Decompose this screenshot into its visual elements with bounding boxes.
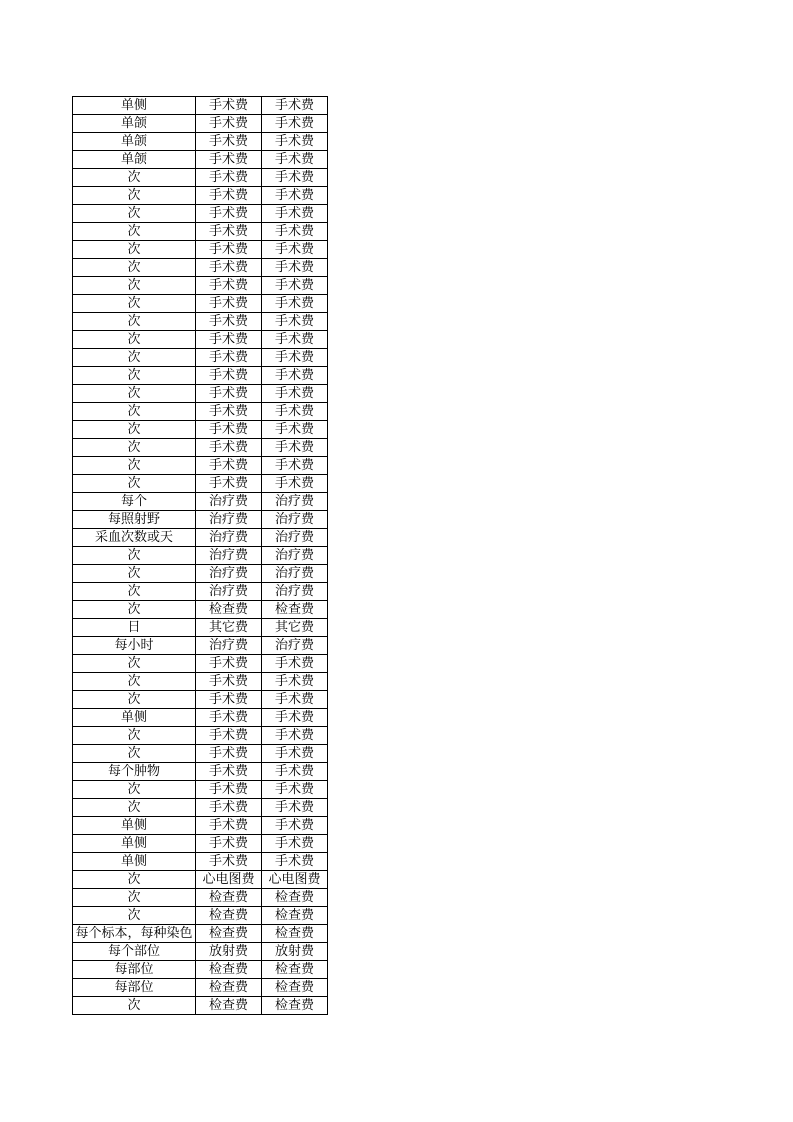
fee-type-cell: 手术费 <box>262 187 328 205</box>
fee-type-cell: 手术费 <box>262 259 328 277</box>
unit-cell: 每个肿物 <box>73 763 196 781</box>
fee-category-cell: 手术费 <box>196 403 262 421</box>
table-row <box>73 385 328 403</box>
table-row <box>73 403 328 421</box>
fee-type-cell: 检查费 <box>262 907 328 925</box>
fee-category-cell: 手术费 <box>196 331 262 349</box>
unit-cell: 单侧 <box>73 709 196 727</box>
fee-type-cell: 检查费 <box>262 961 328 979</box>
unit-cell: 单侧 <box>73 853 196 871</box>
table-row <box>73 853 328 871</box>
fee-type-cell: 手术费 <box>262 691 328 709</box>
fee-type-cell: 手术费 <box>262 223 328 241</box>
fee-type-cell: 手术费 <box>262 385 328 403</box>
table-row <box>73 97 328 115</box>
fee-type-cell: 手术费 <box>262 673 328 691</box>
fee-category-cell: 手术费 <box>196 691 262 709</box>
fee-category-cell: 手术费 <box>196 709 262 727</box>
fee-type-cell: 手术费 <box>262 313 328 331</box>
fee-type-cell: 手术费 <box>262 331 328 349</box>
fee-type-cell: 手术费 <box>262 727 328 745</box>
unit-cell: 每小时 <box>73 637 196 655</box>
table-row <box>73 205 328 223</box>
fee-type-cell: 放射费 <box>262 943 328 961</box>
table-row <box>73 187 328 205</box>
unit-cell: 单侧 <box>73 835 196 853</box>
fee-category-cell: 手术费 <box>196 349 262 367</box>
fee-type-cell: 手术费 <box>262 133 328 151</box>
fee-category-cell: 治疗费 <box>196 493 262 511</box>
fee-category-cell: 手术费 <box>196 259 262 277</box>
unit-cell: 单侧 <box>73 97 196 115</box>
table-row <box>73 781 328 799</box>
unit-cell: 次 <box>73 583 196 601</box>
unit-cell: 次 <box>73 691 196 709</box>
unit-cell: 次 <box>73 367 196 385</box>
table-row <box>73 979 328 997</box>
fee-type-cell: 检查费 <box>262 997 328 1015</box>
unit-cell: 次 <box>73 187 196 205</box>
table-row <box>73 799 328 817</box>
table-row <box>73 331 328 349</box>
table-row <box>73 925 328 943</box>
unit-cell: 每个 <box>73 493 196 511</box>
unit-cell: 单颌 <box>73 133 196 151</box>
fee-type-cell: 手术费 <box>262 457 328 475</box>
unit-cell: 次 <box>73 259 196 277</box>
table-row <box>73 457 328 475</box>
fee-category-cell: 手术费 <box>196 475 262 493</box>
fee-type-cell: 手术费 <box>262 421 328 439</box>
table-row <box>73 493 328 511</box>
table-row <box>73 295 328 313</box>
fee-type-cell: 手术费 <box>262 277 328 295</box>
fee-category-cell: 手术费 <box>196 223 262 241</box>
fee-type-cell: 手术费 <box>262 781 328 799</box>
fee-category-cell: 手术费 <box>196 853 262 871</box>
table-row <box>73 475 328 493</box>
fee-type-cell: 手术费 <box>262 763 328 781</box>
fee-type-cell: 手术费 <box>262 439 328 457</box>
table-row <box>73 565 328 583</box>
fee-type-cell: 手术费 <box>262 115 328 133</box>
table-row <box>73 313 328 331</box>
unit-cell: 次 <box>73 439 196 457</box>
fee-type-cell: 检查费 <box>262 925 328 943</box>
fee-category-cell: 手术费 <box>196 817 262 835</box>
unit-cell: 次 <box>73 403 196 421</box>
fee-category-cell: 手术费 <box>196 439 262 457</box>
fee-type-cell: 手术费 <box>262 151 328 169</box>
fee-category-cell: 手术费 <box>196 169 262 187</box>
table-row <box>73 997 328 1015</box>
table-row <box>73 655 328 673</box>
unit-cell: 次 <box>73 655 196 673</box>
fee-type-cell: 其它费 <box>262 619 328 637</box>
fee-category-cell: 手术费 <box>196 187 262 205</box>
fee-category-cell: 手术费 <box>196 133 262 151</box>
unit-cell: 次 <box>73 799 196 817</box>
fee-category-cell: 手术费 <box>196 835 262 853</box>
unit-cell: 次 <box>73 907 196 925</box>
fee-type-cell: 检查费 <box>262 601 328 619</box>
table-row <box>73 421 328 439</box>
table-row <box>73 601 328 619</box>
table-row <box>73 691 328 709</box>
table-row <box>73 115 328 133</box>
table-row <box>73 529 328 547</box>
fee-category-cell: 其它费 <box>196 619 262 637</box>
fee-category-cell: 手术费 <box>196 295 262 313</box>
fee-category-cell: 手术费 <box>196 115 262 133</box>
table-row <box>73 619 328 637</box>
fee-category-cell: 手术费 <box>196 367 262 385</box>
table-row <box>73 241 328 259</box>
fee-type-cell: 手术费 <box>262 799 328 817</box>
fee-category-cell: 手术费 <box>196 799 262 817</box>
table-row <box>73 511 328 529</box>
fee-category-cell: 治疗费 <box>196 637 262 655</box>
table-row <box>73 223 328 241</box>
fee-category-cell: 手术费 <box>196 313 262 331</box>
fee-category-cell: 手术费 <box>196 97 262 115</box>
fee-type-cell: 手术费 <box>262 295 328 313</box>
unit-cell: 次 <box>73 223 196 241</box>
fee-category-cell: 手术费 <box>196 655 262 673</box>
unit-cell: 次 <box>73 547 196 565</box>
fee-type-cell: 检查费 <box>262 889 328 907</box>
fee-category-cell: 手术费 <box>196 763 262 781</box>
unit-cell: 每个部位 <box>73 943 196 961</box>
fee-type-cell: 手术费 <box>262 835 328 853</box>
unit-cell: 每照射野 <box>73 511 196 529</box>
fee-category-cell: 手术费 <box>196 457 262 475</box>
table-row <box>73 673 328 691</box>
fee-type-cell: 手术费 <box>262 745 328 763</box>
fee-category-cell: 手术费 <box>196 421 262 439</box>
table-row <box>73 727 328 745</box>
fee-category-cell: 手术费 <box>196 277 262 295</box>
unit-cell: 次 <box>73 745 196 763</box>
table-row <box>73 763 328 781</box>
fee-type-cell: 手术费 <box>262 853 328 871</box>
fee-type-cell: 手术费 <box>262 205 328 223</box>
unit-cell: 次 <box>73 997 196 1015</box>
unit-cell: 次 <box>73 277 196 295</box>
fee-category-cell: 手术费 <box>196 781 262 799</box>
unit-cell: 单颌 <box>73 115 196 133</box>
table-row <box>73 835 328 853</box>
unit-cell: 每部位 <box>73 979 196 997</box>
table-row <box>73 259 328 277</box>
unit-cell: 每部位 <box>73 961 196 979</box>
fee-type-cell: 手术费 <box>262 169 328 187</box>
unit-cell: 次 <box>73 871 196 889</box>
fee-category-cell: 手术费 <box>196 205 262 223</box>
fee-category-cell: 治疗费 <box>196 565 262 583</box>
unit-cell: 次 <box>73 457 196 475</box>
unit-cell: 次 <box>73 313 196 331</box>
fee-table <box>72 96 328 1015</box>
unit-cell: 采血次数或天 <box>73 529 196 547</box>
table-row <box>73 133 328 151</box>
fee-type-cell: 手术费 <box>262 709 328 727</box>
fee-type-cell: 手术费 <box>262 241 328 259</box>
table-row <box>73 889 328 907</box>
fee-type-cell: 治疗费 <box>262 583 328 601</box>
fee-type-cell: 手术费 <box>262 403 328 421</box>
fee-type-cell: 手术费 <box>262 655 328 673</box>
fee-type-cell: 治疗费 <box>262 637 328 655</box>
table-row <box>73 349 328 367</box>
fee-type-cell: 心电图费 <box>262 871 328 889</box>
fee-type-cell: 手术费 <box>262 367 328 385</box>
fee-category-cell: 检查费 <box>196 961 262 979</box>
fee-type-cell: 治疗费 <box>262 493 328 511</box>
table-row <box>73 277 328 295</box>
fee-category-cell: 手术费 <box>196 727 262 745</box>
fee-type-cell: 手术费 <box>262 817 328 835</box>
table-row <box>73 907 328 925</box>
table-row <box>73 583 328 601</box>
unit-cell: 次 <box>73 349 196 367</box>
fee-type-cell: 手术费 <box>262 349 328 367</box>
fee-category-cell: 治疗费 <box>196 547 262 565</box>
unit-cell: 次 <box>73 331 196 349</box>
table-row <box>73 547 328 565</box>
fee-category-cell: 手术费 <box>196 673 262 691</box>
fee-category-cell: 治疗费 <box>196 583 262 601</box>
fee-category-cell: 检查费 <box>196 889 262 907</box>
fee-category-cell: 检查费 <box>196 979 262 997</box>
fee-category-cell: 手术费 <box>196 745 262 763</box>
table-row <box>73 709 328 727</box>
fee-category-cell: 心电图费 <box>196 871 262 889</box>
unit-cell: 次 <box>73 475 196 493</box>
unit-cell: 次 <box>73 565 196 583</box>
table-row <box>73 151 328 169</box>
fee-category-cell: 检查费 <box>196 997 262 1015</box>
fee-category-cell: 检查费 <box>196 925 262 943</box>
table-row <box>73 637 328 655</box>
fee-type-cell: 治疗费 <box>262 547 328 565</box>
unit-cell: 次 <box>73 169 196 187</box>
table-row <box>73 367 328 385</box>
unit-cell: 日 <box>73 619 196 637</box>
unit-cell: 次 <box>73 889 196 907</box>
table-row <box>73 943 328 961</box>
table-row <box>73 871 328 889</box>
fee-type-cell: 手术费 <box>262 475 328 493</box>
table-row <box>73 961 328 979</box>
fee-category-cell: 手术费 <box>196 151 262 169</box>
fee-category-cell: 手术费 <box>196 385 262 403</box>
fee-category-cell: 手术费 <box>196 241 262 259</box>
fee-category-cell: 检查费 <box>196 907 262 925</box>
unit-cell: 每个标本，每种染色 <box>73 925 196 943</box>
table-row <box>73 169 328 187</box>
fee-category-cell: 治疗费 <box>196 529 262 547</box>
unit-cell: 次 <box>73 727 196 745</box>
unit-cell: 次 <box>73 673 196 691</box>
unit-cell: 单侧 <box>73 817 196 835</box>
unit-cell: 次 <box>73 295 196 313</box>
fee-category-cell: 放射费 <box>196 943 262 961</box>
fee-category-cell: 治疗费 <box>196 511 262 529</box>
fee-table-body <box>73 97 328 1015</box>
unit-cell: 次 <box>73 601 196 619</box>
fee-type-cell: 治疗费 <box>262 529 328 547</box>
unit-cell: 次 <box>73 241 196 259</box>
unit-cell: 次 <box>73 421 196 439</box>
table-row <box>73 745 328 763</box>
unit-cell: 次 <box>73 385 196 403</box>
table-row <box>73 439 328 457</box>
fee-type-cell: 治疗费 <box>262 511 328 529</box>
fee-category-cell: 检查费 <box>196 601 262 619</box>
unit-cell: 单颌 <box>73 151 196 169</box>
unit-cell: 次 <box>73 781 196 799</box>
fee-type-cell: 检查费 <box>262 979 328 997</box>
fee-type-cell: 手术费 <box>262 97 328 115</box>
unit-cell: 次 <box>73 205 196 223</box>
fee-type-cell: 治疗费 <box>262 565 328 583</box>
table-row <box>73 817 328 835</box>
